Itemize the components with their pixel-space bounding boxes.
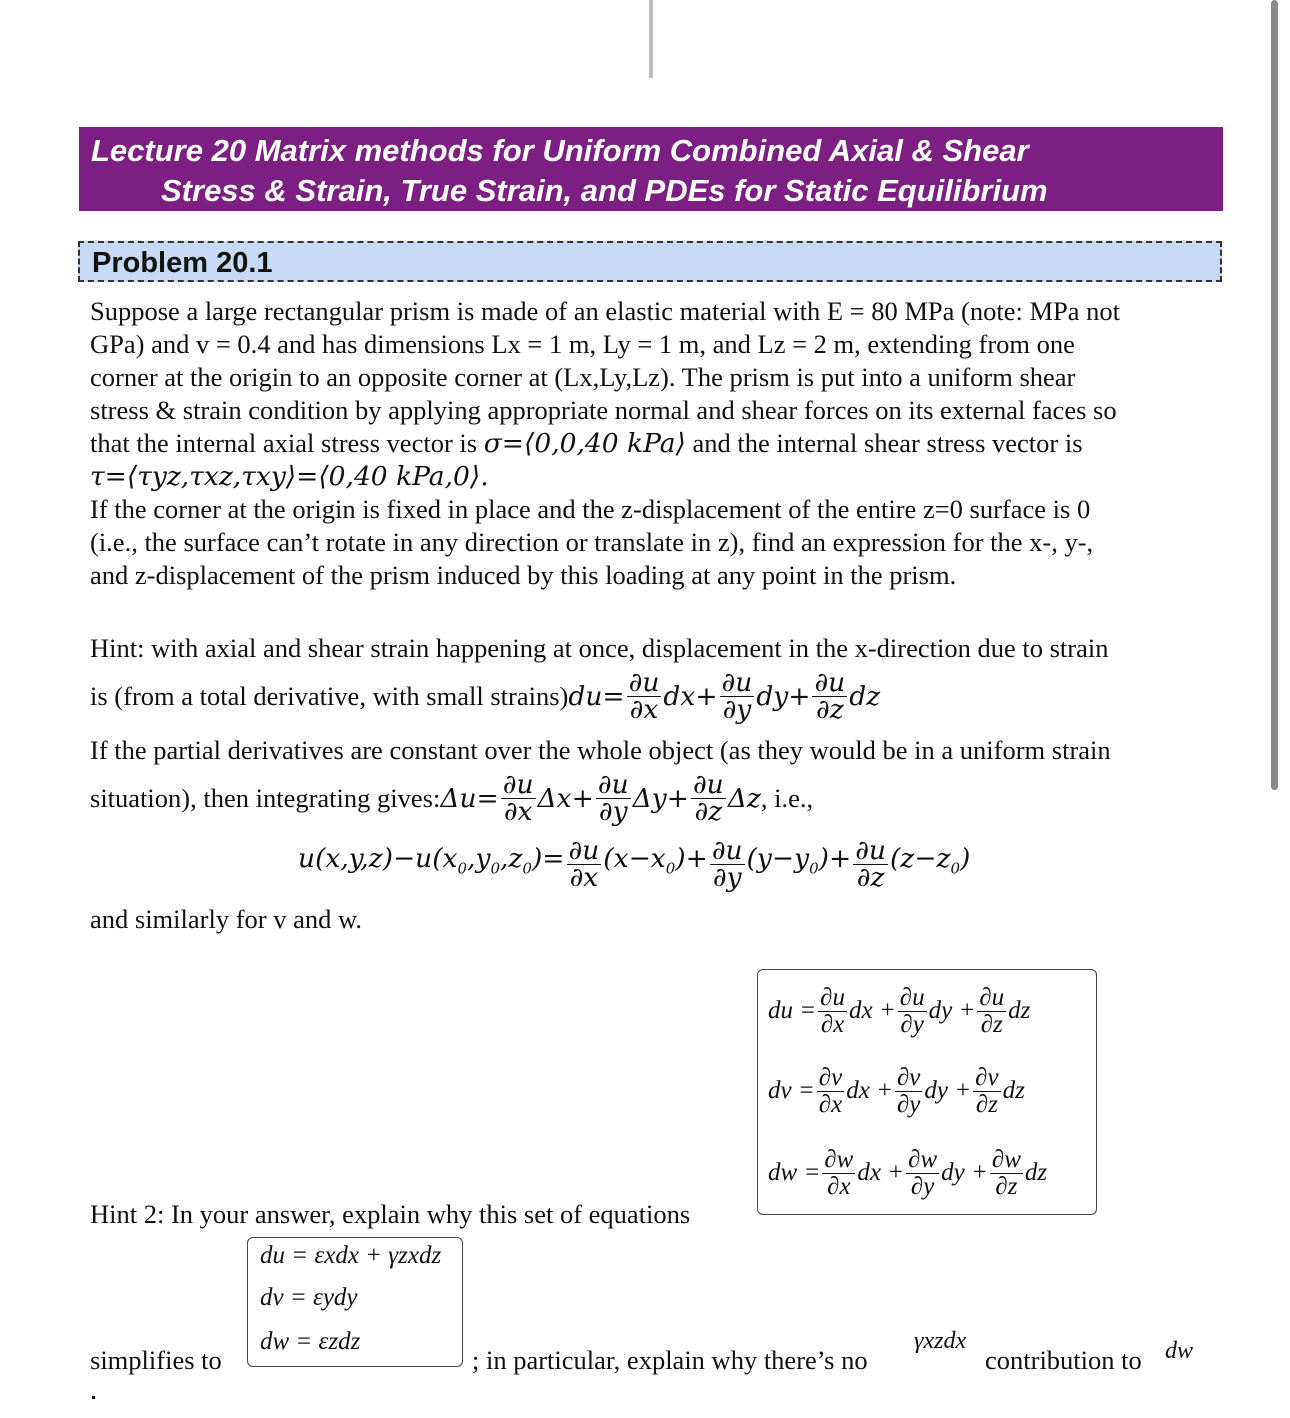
partial-fraction: $\frac{\partial u}{\partial z}$ bbox=[814, 666, 846, 725]
partial-fraction: $\frac{\partial u}{\partial x}$ bbox=[568, 834, 600, 893]
partial-fraction: $\frac{\partial w}{\partial x}$ bbox=[824, 1145, 854, 1200]
statement-line: If the corner at the origin is fixed in place and the z-displacement of the entire z=0 surface is 0 bbox=[90, 494, 1091, 524]
explain-text: ; in particular, explain why there’s no bbox=[472, 1345, 868, 1375]
partial-fraction: $\frac{\partial v}{\partial x}$ bbox=[818, 1063, 843, 1118]
statement-line bbox=[90, 460, 1120, 493]
statement-line: stress & strain condition by applying appropriate normal and shear forces on its external faces so bbox=[90, 395, 1117, 425]
scrollbar[interactable] bbox=[1271, 0, 1278, 790]
partial-fraction: $\frac{\partial u}{\partial x}$ bbox=[502, 768, 534, 827]
similarly-line: and similarly for v and w. bbox=[90, 904, 363, 934]
statement-line: corner at the origin to an opposite corner at (Lx,Ly,Lz). The prism is put into a uniform shear bbox=[90, 362, 1076, 392]
window-divider bbox=[649, 0, 653, 78]
partial-fraction: $\frac{\partial u}{\partial x}$ bbox=[820, 983, 845, 1038]
equation-du: du = $\frac{\partial u}{\partial x}$ dx + $\frac{\partial u}{\partial y}$ dy + $\frac{\partial u}{\partial z}$ dz bbox=[768, 983, 1031, 1038]
partial-fraction: $\frac{\partial u}{\partial x}$ bbox=[628, 666, 660, 725]
equation-dv: dv = $\frac{\partial v}{\partial x}$ dx + $\frac{\partial v}{\partial y}$ dy + $\frac{\partial v}{\partial z}$ dz bbox=[768, 1063, 1025, 1118]
partial-fraction: $\frac{\partial u}{\partial y}$ bbox=[711, 834, 743, 893]
gamma-term: γxzdx bbox=[914, 1328, 967, 1354]
simple-equation: dw = εzdz bbox=[260, 1328, 361, 1355]
hint-line3: If the partial derivatives are constant over the whole object (as they would be in a uniform strain bbox=[90, 735, 1111, 765]
partial-fraction: $\frac{\partial v}{\partial y}$ bbox=[896, 1063, 921, 1118]
hint-line2: is (from a total derivative, with small strains) du = $\frac{\partial u}{\partial x}$ dx + $\frac{\partial u}{\partial y}$ dy + $\frac{\partial u}{\partial z}$ dz bbox=[90, 666, 881, 725]
problem-heading bbox=[78, 241, 1222, 282]
hint-line4: situation), then integrating gives: Δ u = $\frac{\partial u}{\partial x}$ Δx + $\frac{\partial u}{\partial y}$ Δy + $\frac{\partial u}{\partial z}$ Δz , i.e., bbox=[90, 768, 814, 827]
partial-fraction: $\frac{\partial v}{\partial z}$ bbox=[975, 1063, 999, 1118]
lecture-title-banner bbox=[79, 127, 1223, 211]
lecture-title-line2: Stress & Strain, True Strain, and PDEs for Static Equilibrium bbox=[161, 173, 1048, 208]
dw-term: dw bbox=[1165, 1338, 1194, 1364]
hint-line1: Hint: with axial and shear strain happening at once, displacement in the x-direction due to strain bbox=[90, 633, 1109, 663]
partial-fraction: $\frac{\partial w}{\partial z}$ bbox=[991, 1145, 1021, 1200]
simple-equation: dv = εydy bbox=[260, 1284, 358, 1311]
equation-dw: dw = $\frac{\partial w}{\partial x}$ dx + $\frac{\partial w}{\partial y}$ dy + $\frac{\partial w}{\partial z}$ dz bbox=[768, 1145, 1048, 1200]
axial-stress-expr: σ=⟨0,0,40 kPa⟩ bbox=[483, 428, 686, 459]
hint2-label: Hint 2: In your answer, explain why this set of equations bbox=[90, 1199, 691, 1229]
statement-line: and z-displacement of the prism induced by this loading at any point in the prism. bbox=[90, 560, 957, 590]
partial-fraction: $\frac{\partial u}{\partial z}$ bbox=[855, 834, 886, 893]
problem-statement bbox=[90, 295, 1120, 592]
statement-line: GPa) and v = 0.4 and has dimensions Lx = 1 m, Ly = 1 m, and Lz = 2 m, extending from one bbox=[90, 329, 1075, 359]
contribution-text: contribution to bbox=[985, 1345, 1142, 1375]
integrated-equation: $u(x,y,z)-u(x_0,y_0,z_0)=$ $\frac{\partial u}{\partial x}$ $(x-x_0)+$ $\frac{\partial u}{\partial y}$ $(y-y_0)+$ $\frac{\partial u}{\partial z}$ $(z-z_0)$ bbox=[298, 834, 971, 893]
partial-fraction: $\frac{\partial w}{\partial y}$ bbox=[908, 1145, 938, 1200]
simplifies-label: simplifies to bbox=[90, 1345, 222, 1375]
lecture-title-line1: Lecture 20 Matrix methods for Uniform Combined Axial & Shear bbox=[91, 133, 1029, 168]
shear-stress-expr: τ=⟨τyz,τxz,τxy⟩=⟨0,40 kPa,0⟩. bbox=[90, 461, 489, 492]
partial-fraction: $\frac{\partial u}{\partial y}$ bbox=[899, 983, 925, 1038]
problem-label: Problem 20.1 bbox=[92, 247, 273, 279]
stray-dot bbox=[92, 1396, 95, 1399]
partial-fraction: $\frac{\partial u}{\partial z}$ bbox=[692, 768, 724, 827]
full-differential-system bbox=[757, 969, 1097, 1215]
statement-line: that the internal axial stress vector is σ=⟨0,0,40 kPa⟩ and the internal shear stress vector is bbox=[90, 428, 1083, 459]
statement-line: (i.e., the surface can’t rotate in any direction or translate in z), find an expression for the x-, y-, bbox=[90, 527, 1094, 557]
partial-fraction: $\frac{\partial u}{\partial z}$ bbox=[979, 983, 1005, 1038]
simple-equation: du = εxdx + γzxdz bbox=[260, 1242, 442, 1269]
simplified-system bbox=[247, 1237, 463, 1367]
statement-line: Suppose a large rectangular prism is made of an elastic material with E = 80 MPa (note: MPa not bbox=[90, 296, 1121, 326]
partial-fraction: $\frac{\partial u}{\partial y}$ bbox=[597, 768, 629, 827]
partial-fraction: $\frac{\partial u}{\partial y}$ bbox=[721, 666, 753, 725]
